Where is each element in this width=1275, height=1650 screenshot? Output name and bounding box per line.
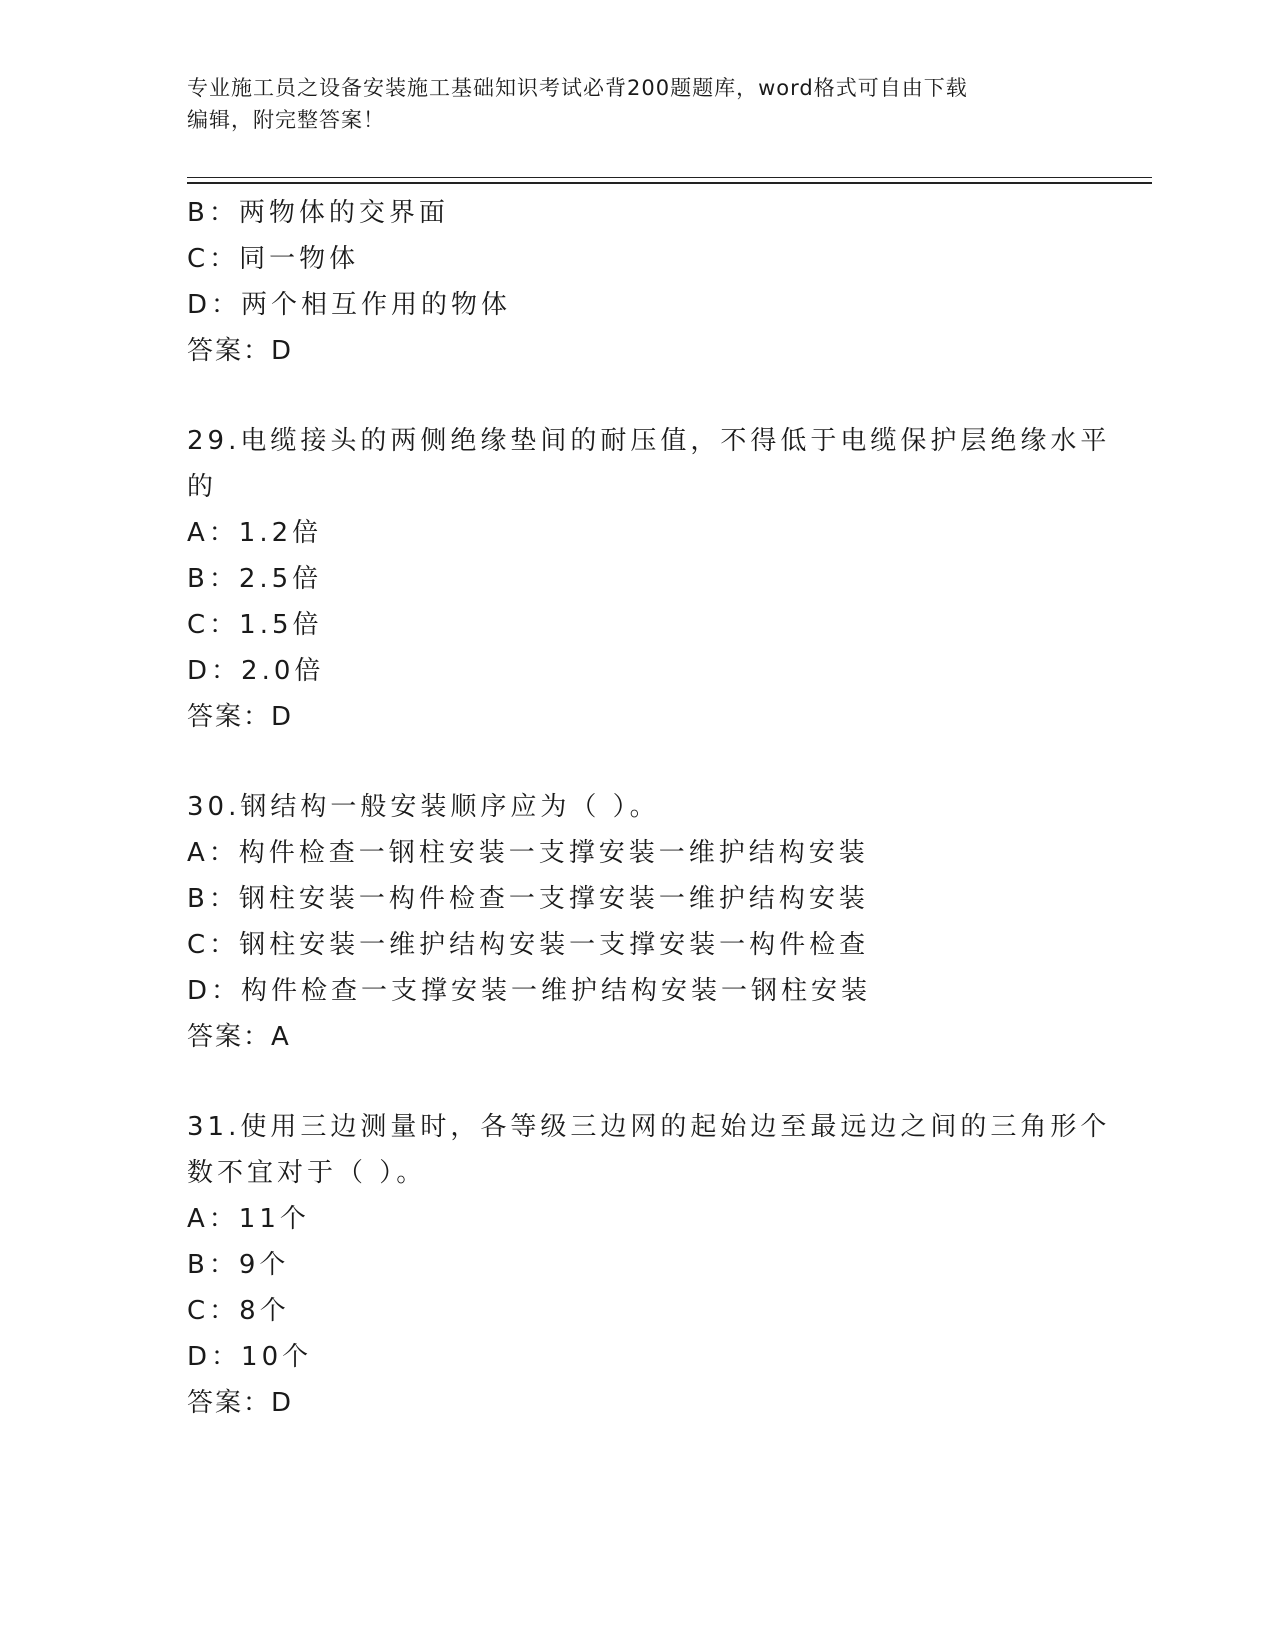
option-c: C：1.5倍 [187, 610, 323, 640]
answer: 答案：D [187, 1388, 294, 1418]
option-a: A：构件检查一钢柱安装一支撑安装一维护结构安装 [187, 838, 869, 868]
question-stem-cont: 数不宜对于（ ）。 [187, 1158, 427, 1188]
option-d: D：10个 [187, 1342, 313, 1372]
spacer [187, 1060, 1087, 1104]
answer: 答案：A [187, 1022, 291, 1052]
header-line-1: 专业施工员之设备安装施工基础知识考试必背200题题库，word格式可自由下载 [187, 76, 968, 100]
option-b: B：9个 [187, 1250, 290, 1280]
option-c: C：同一物体 [187, 244, 360, 274]
document-header [187, 72, 1067, 136]
question-stem-cont: 的 [187, 472, 218, 502]
header-rule-thick [187, 182, 1152, 184]
question-28 [187, 190, 1087, 374]
option-c: C：8个 [187, 1296, 290, 1326]
option-b: B：两物体的交界面 [187, 198, 449, 228]
header-line-2: 编辑，附完整答案！ [187, 108, 385, 132]
question-30 [187, 784, 1087, 1060]
option-c: C：钢柱安装一维护结构安装一支撑安装一构件检查 [187, 930, 870, 960]
header-rule-thin [187, 177, 1152, 178]
question-stem: 31.使用三边测量时，各等级三边网的起始边至最远边之间的三角形个 [187, 1112, 1111, 1142]
spacer [187, 740, 1087, 784]
question-stem: 29.电缆接头的两侧绝缘垫间的耐压值，不得低于电缆保护层绝缘水平 [187, 426, 1111, 456]
answer: 答案：D [187, 336, 294, 366]
option-a: A：1.2倍 [187, 518, 323, 548]
spacer [187, 374, 1087, 418]
option-d: D：构件检查一支撑安装一维护结构安装一钢柱安装 [187, 976, 872, 1006]
answer: 答案：D [187, 702, 294, 732]
option-d: D：2.0倍 [187, 656, 325, 686]
option-b: B：2.5倍 [187, 564, 323, 594]
option-a: A：11个 [187, 1204, 310, 1234]
question-29 [187, 418, 1111, 740]
option-b: B：钢柱安装一构件检查一支撑安装一维护结构安装 [187, 884, 869, 914]
option-d: D：两个相互作用的物体 [187, 290, 512, 320]
question-stem: 30.钢结构一般安装顺序应为（ ）。 [187, 792, 660, 822]
question-31 [187, 1104, 1111, 1426]
question-list [187, 190, 1111, 1426]
